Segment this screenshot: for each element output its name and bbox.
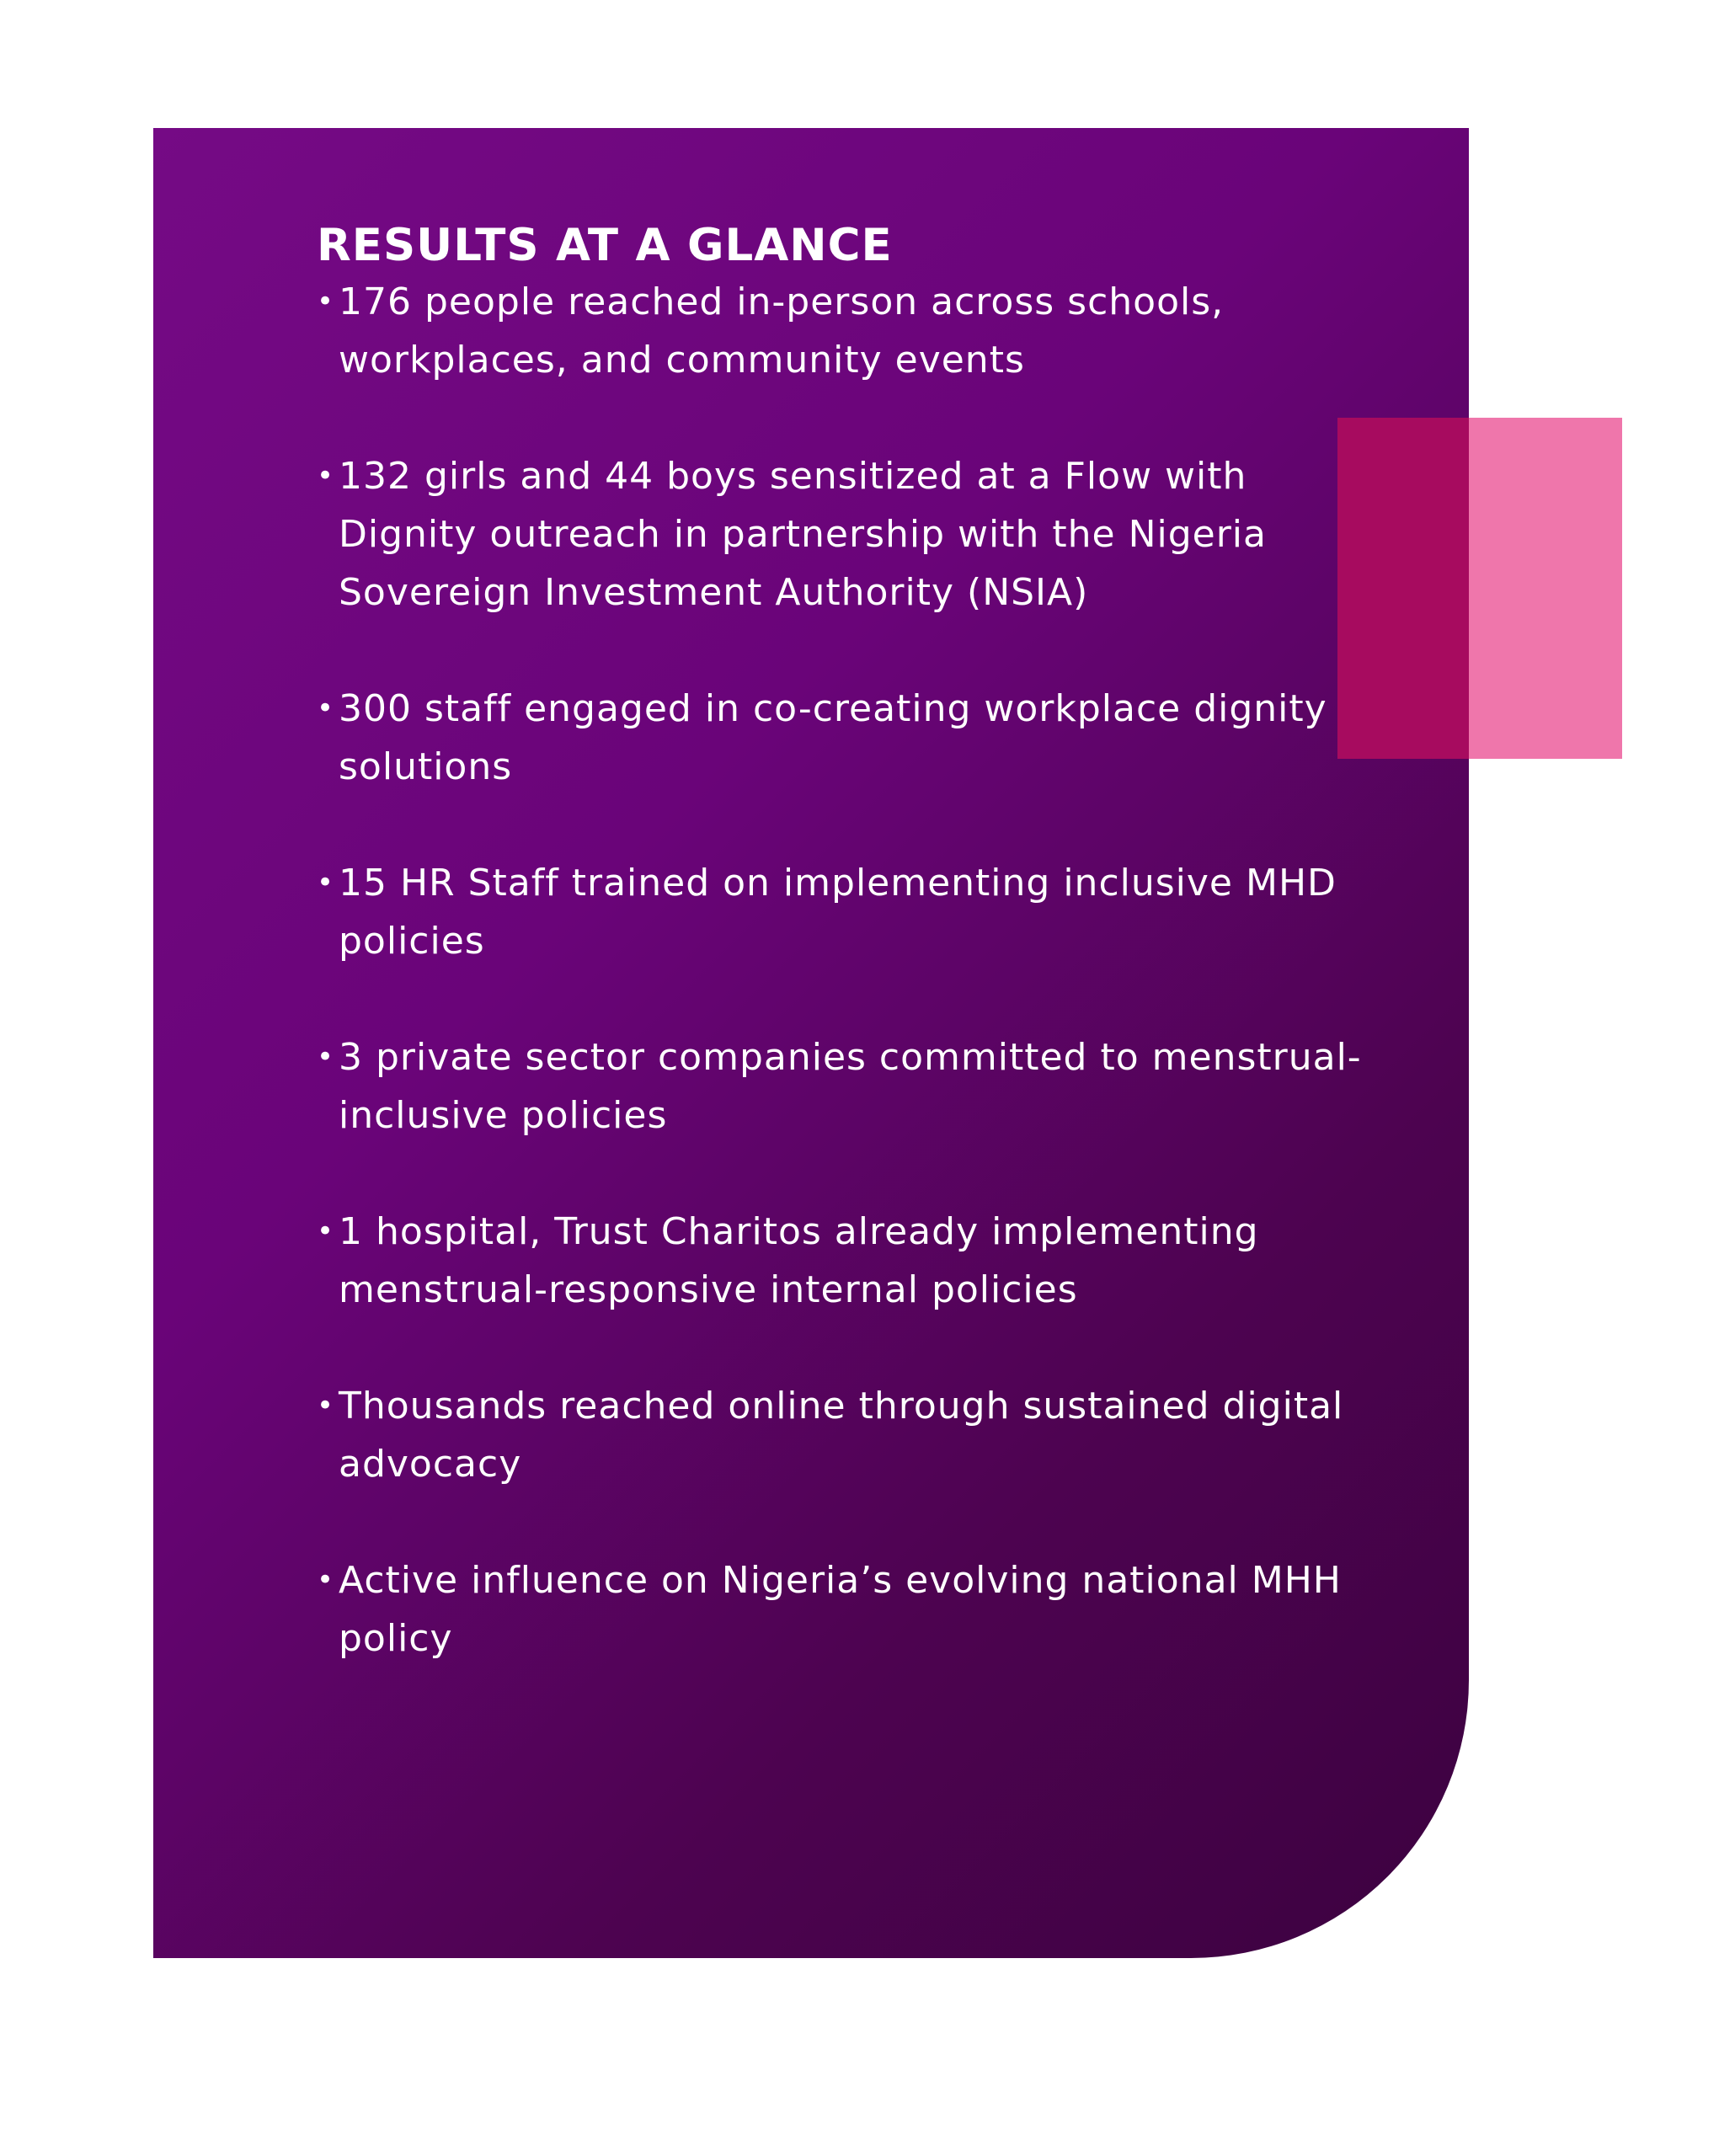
results-heading: RESULTS AT A GLANCE [317,220,893,271]
result-text: 176 people reached in-person across schools, workplaces, and community events [339,280,1225,382]
result-text: 3 private sector companies committed to menstrual-inclusive policies [339,1036,1362,1137]
result-text: Thousands reached online through sustained digital advocacy [339,1385,1344,1486]
bullet-icon: • [317,866,335,899]
result-item [317,854,1391,970]
result-text: 300 staff engaged in co-creating workplace dignity solutions [339,687,1327,788]
bullet-icon: • [317,1040,335,1074]
accent-light-pink [1469,418,1622,759]
bullet-icon: • [317,691,335,725]
bullet-icon: • [317,1389,335,1422]
bullet-icon: • [317,1563,335,1597]
result-text: Active influence on Nigeria’s evolving national MHH policy [339,1559,1342,1660]
bullet-icon: • [317,285,335,318]
result-item [317,680,1391,796]
result-item [317,1551,1391,1668]
result-item [317,447,1391,622]
results-list [317,273,1412,1668]
results-content [317,216,1412,1726]
result-item [317,1377,1391,1493]
result-item [317,273,1391,389]
result-text: 15 HR Staff trained on implementing inclusive MHD policies [339,862,1337,963]
result-text: 1 hospital, Trust Charitos already implementing menstrual-responsive internal policies [339,1210,1259,1311]
bullet-icon: • [317,459,335,493]
result-item [317,1028,1391,1145]
result-item [317,1203,1391,1319]
result-text: 132 girls and 44 boys sensitized at a Flow with Dignity outreach in partnership with the Nigeria Sovereign Investment Authority (NSIA) [339,455,1267,614]
bullet-icon: • [317,1214,335,1248]
